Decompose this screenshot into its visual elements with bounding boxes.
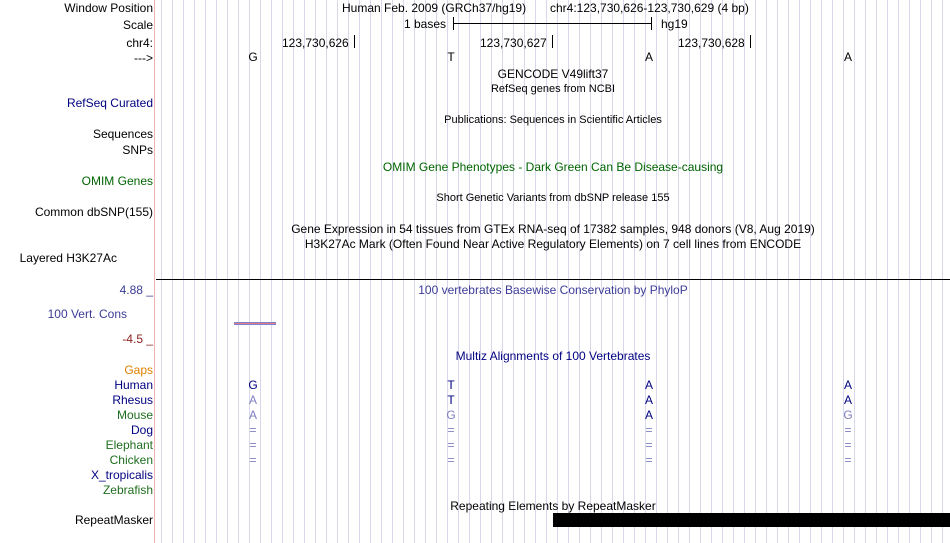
alignment-base: A bbox=[644, 408, 653, 422]
common-dbsnp-label[interactable]: Common dbSNP(155) bbox=[34, 205, 153, 219]
position-tick-mark-1 bbox=[354, 35, 355, 48]
multiz-track-title[interactable]: Multiz Alignments of 100 Vertebrates bbox=[455, 349, 651, 363]
species-label-chicken[interactable]: Chicken bbox=[109, 453, 153, 467]
sequence-base-2: T bbox=[447, 50, 455, 64]
alignment-base: = bbox=[645, 438, 653, 452]
alignment-base: = bbox=[844, 453, 852, 467]
position-tick-3: 123,730,628 bbox=[678, 36, 745, 50]
sequences-label[interactable]: Sequences bbox=[92, 127, 153, 141]
phylop-min-label: -4.5 _ bbox=[122, 332, 153, 346]
omim-genes-label[interactable]: OMIM Genes bbox=[81, 174, 153, 188]
alignment-base: = bbox=[249, 438, 257, 452]
scale-bar-right-tick bbox=[651, 17, 652, 30]
species-label-human[interactable]: Human bbox=[114, 378, 153, 392]
window-position-label: Window Position bbox=[64, 1, 153, 15]
phylop-max-label: 4.88 _ bbox=[119, 283, 153, 297]
scale-assembly: hg19 bbox=[661, 17, 688, 31]
repeatmasker-label[interactable]: RepeatMasker bbox=[74, 513, 153, 527]
position-tick-mark-2 bbox=[552, 35, 553, 48]
sequence-base-3: A bbox=[644, 50, 653, 64]
snps-label[interactable]: SNPs bbox=[122, 143, 153, 157]
position-tick-mark-3 bbox=[750, 35, 751, 48]
species-label-zebrafish[interactable]: Zebrafish bbox=[102, 483, 153, 497]
phylop-signal-mark bbox=[234, 322, 276, 325]
vert-cons-label[interactable]: 100 Vert. Cons bbox=[47, 307, 127, 321]
species-label-dog[interactable]: Dog bbox=[130, 423, 153, 437]
species-label-rhesus[interactable]: Rhesus bbox=[112, 393, 153, 407]
alignment-base: A bbox=[248, 408, 257, 422]
strand-label: ---> bbox=[134, 51, 153, 65]
alignment-base: = bbox=[844, 438, 852, 452]
species-label-x_tropicalis[interactable]: X_tropicalis bbox=[90, 468, 153, 482]
alignment-base: T bbox=[447, 393, 455, 407]
label-column-separator bbox=[154, 0, 155, 543]
dbsnp-track-title[interactable]: Short Genetic Variants from dbSNP release 155 bbox=[436, 192, 670, 204]
repeat-element-block[interactable] bbox=[553, 513, 950, 527]
omim-track-title[interactable]: OMIM Gene Phenotypes - Dark Green Can Be Disease-causing bbox=[382, 160, 724, 174]
alignment-base: G bbox=[248, 378, 258, 392]
position-tick-2: 123,730,627 bbox=[480, 36, 547, 50]
sequence-base-4: A bbox=[843, 50, 852, 64]
alignment-base: A bbox=[248, 393, 257, 407]
scale-bar bbox=[453, 23, 651, 24]
scale-text: 1 bases bbox=[404, 17, 447, 31]
alignment-base: T bbox=[447, 378, 455, 392]
assembly-name: Human Feb. 2009 (GRCh37/hg19) bbox=[342, 1, 527, 15]
alignment-base: A bbox=[644, 378, 653, 392]
refseq-curated-label[interactable]: RefSeq Curated bbox=[66, 96, 153, 110]
chrom-label: chr4: bbox=[126, 36, 153, 50]
layered-h3k27ac-label[interactable]: Layered H3K27Ac bbox=[19, 251, 117, 265]
alignment-base: = bbox=[844, 423, 852, 437]
phylop-track-title[interactable]: 100 vertebrates Basewise Conservation by PhyloP bbox=[418, 283, 688, 297]
species-label-mouse[interactable]: Mouse bbox=[116, 408, 153, 422]
repeatmasker-track-title[interactable]: Repeating Elements by RepeatMasker bbox=[450, 499, 656, 513]
alignment-base: = bbox=[447, 438, 455, 452]
refseq-track-subtitle[interactable]: RefSeq genes from NCBI bbox=[490, 83, 616, 95]
sequence-base-1: G bbox=[248, 50, 258, 64]
gtex-track-title[interactable]: Gene Expression in 54 tissues from GTEx RNA-seq of 17382 samples, 948 donors (V8, Aug 2019) bbox=[291, 222, 815, 236]
gaps-label[interactable]: Gaps bbox=[124, 363, 153, 377]
alignment-base: = bbox=[249, 423, 257, 437]
h3k27ac-track-title[interactable]: H3K27Ac Mark (Often Found Near Active Regulatory Elements) on 7 cell lines from ENCODE bbox=[304, 237, 802, 251]
species-label-elephant[interactable]: Elephant bbox=[105, 438, 153, 452]
position-tick-1: 123,730,626 bbox=[282, 36, 349, 50]
alignment-base: = bbox=[447, 453, 455, 467]
alignment-base: G bbox=[843, 408, 853, 422]
alignment-base: A bbox=[843, 393, 852, 407]
alignment-base: = bbox=[645, 423, 653, 437]
track-separator-line bbox=[156, 279, 950, 280]
alignment-base: A bbox=[843, 378, 852, 392]
alignment-base: A bbox=[644, 393, 653, 407]
alignment-base: G bbox=[446, 408, 456, 422]
alignment-base: = bbox=[447, 423, 455, 437]
alignment-base: = bbox=[645, 453, 653, 467]
scale-label: Scale bbox=[122, 18, 153, 32]
gencode-track-title[interactable]: GENCODE V49lift37 bbox=[497, 67, 609, 81]
alignment-base: = bbox=[249, 453, 257, 467]
publications-track-title[interactable]: Publications: Sequences in Scientific Articles bbox=[444, 114, 662, 126]
window-position-value[interactable]: chr4:123,730,626-123,730,629 (4 bp) bbox=[550, 1, 749, 15]
